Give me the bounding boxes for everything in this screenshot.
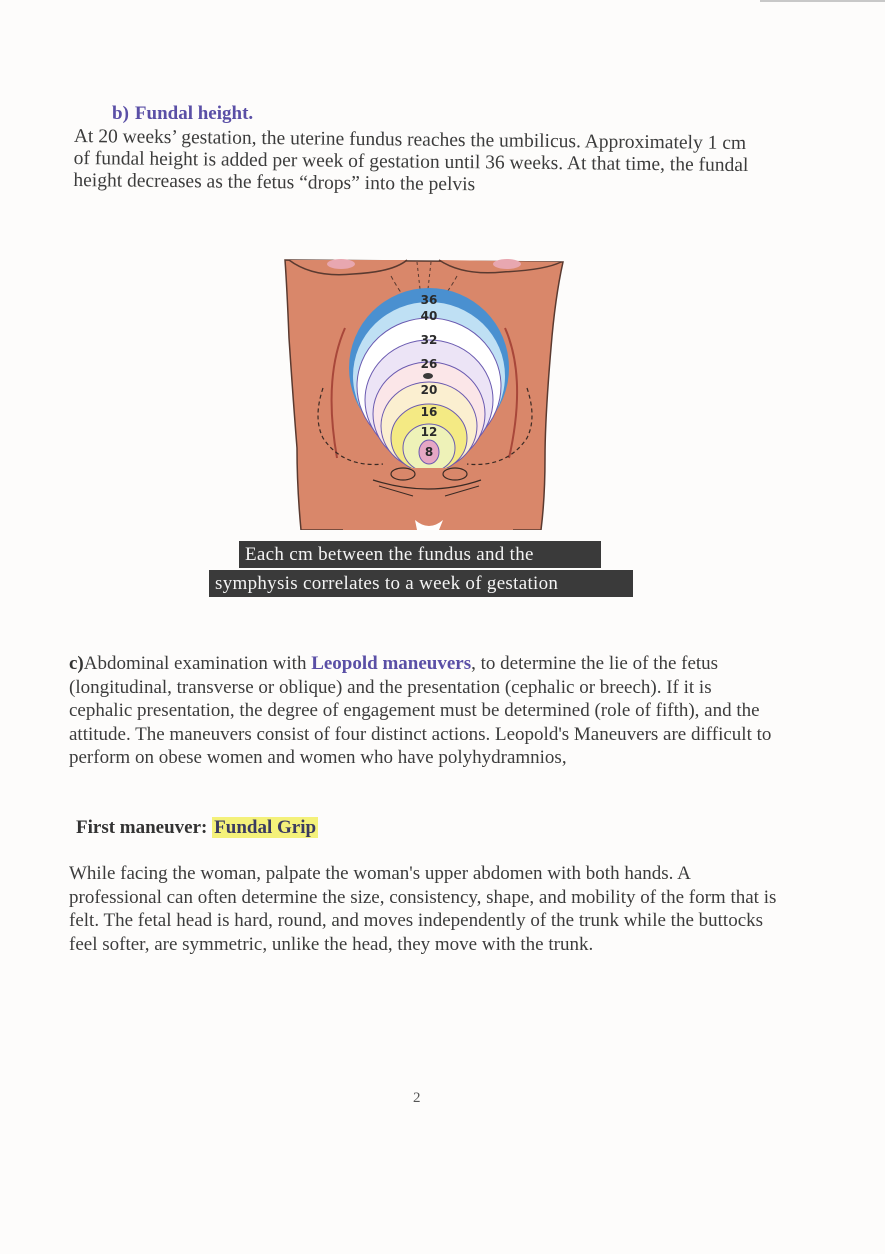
fundal-height-illustration [283,258,565,530]
leopold-maneuvers-term: Leopold maneuvers [311,653,472,674]
week-label-40: 40 [420,309,438,323]
page-number: 2 [413,1090,421,1106]
week-label-16: 16 [420,405,438,419]
section-first-maneuver [69,862,779,956]
section-fundal-height [73,102,764,196]
section-title: Fundal height. [134,103,254,124]
week-label-36: 36 [420,293,438,307]
week-label-12: 12 [420,425,438,439]
week-label-8: 8 [424,445,434,459]
abdominal-exam-body: , to determine the lie of the fetus (longitudinal, transverse or oblique) and the presentation (cephalic or breech). If it is cephalic presentation, the degree of engagement must be determined (role of fifth), and the attitude. The maneuvers consist of four distinct actions. Leopold's Maneuvers are difficult to perform on obese women and women who have polyhydramnios, [69,653,772,768]
first-maneuver-heading [76,816,318,840]
section-abdominal-exam [69,652,779,770]
section-c-label: c) [69,653,84,674]
abdominal-exam-intro: Abdominal examination with [83,653,312,674]
figure-caption-line-1: Each cm between the fundus and the [239,541,601,568]
week-label-32: 32 [420,333,438,347]
abdominal-exam-paragraph [69,652,779,770]
first-maneuver-paragraph: While facing the woman, palpate the woman's upper abdomen with both hands. A professional can often determine the size, consistency, shape, and mobility of the form that is felt. The fetal head is hard, round, and moves independently of the trunk while the buttocks feel softer, are symmetric, unlike the head, they move with the trunk. [69,863,777,955]
abdomen-diagram [283,258,565,530]
section-heading [112,102,764,126]
figure-caption-line-2: symphysis correlates to a week of gestation [209,570,633,597]
page-edge-line [760,0,885,2]
fundal-height-paragraph: At 20 weeks’ gestation, the uterine fundus reaches the umbilicus. Approximately 1 cm of fundal height is added per week of gestation until 36 weeks. At that time, the fundal height decreases as the fetus “drops” into the pelvis [73,126,749,196]
first-maneuver-label: First maneuver: [76,817,213,838]
week-label-20: 20 [420,383,438,397]
fundal-grip-highlight: Fundal Grip [214,817,317,838]
week-label-26: 26 [420,357,438,371]
section-label: b) [112,103,129,124]
